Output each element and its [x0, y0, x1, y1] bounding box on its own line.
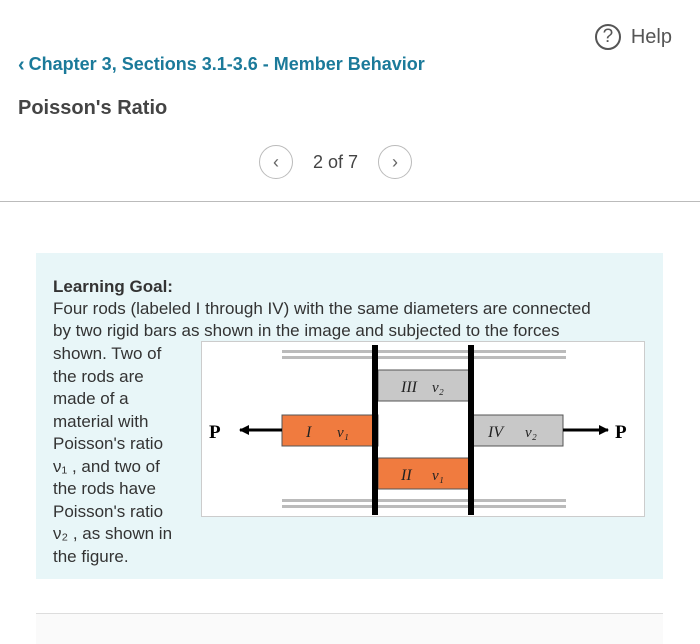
help-label[interactable]: Help: [630, 25, 672, 48]
bottom-rail: [282, 499, 566, 502]
next-part-card: [36, 613, 663, 644]
rod-IV: [471, 415, 563, 446]
help-circle-icon[interactable]: ?: [595, 24, 621, 50]
bottom-rail: [282, 505, 566, 508]
goal-line-1: Four rods (labeled I through IV) with the same diameters are connected: [53, 299, 591, 318]
rod-III: [378, 370, 469, 401]
force-label-right: P: [615, 422, 627, 443]
side-line: the rods have: [53, 479, 157, 498]
goal-side-text: [53, 343, 203, 568]
breadcrumb-text[interactable]: Chapter 3, Sections 3.1-3.6 - Member Behavior: [28, 54, 425, 74]
goal-line-2: by two rigid bars as shown in the image and subjected to the forces: [53, 321, 560, 340]
prev-button[interactable]: ‹: [259, 145, 293, 179]
rod-II-nu: ν₁: [432, 468, 444, 484]
force-label-left: P: [209, 422, 221, 443]
rod-IV-label: IV: [488, 424, 504, 441]
page-title: Poisson's Ratio: [18, 97, 168, 119]
goal-heading: Learning Goal:: [53, 277, 173, 296]
rod-III-nu: ν₂: [432, 380, 444, 396]
side-line: material with: [53, 411, 149, 431]
top-rail: [282, 350, 566, 353]
side-line: the figure.: [53, 546, 129, 566]
side-line: ν₁ , and two of: [53, 456, 160, 476]
side-line: ν₂ , as shown in: [53, 524, 173, 543]
next-button[interactable]: ›: [378, 145, 412, 179]
top-rail: [282, 356, 566, 359]
rod-I-nu: ν₁: [337, 425, 349, 441]
side-line: Poisson's ratio: [53, 501, 164, 521]
chevron-left-icon[interactable]: ‹: [18, 53, 25, 76]
rod-I-label: I: [306, 424, 312, 441]
rigid-bar-left: [372, 345, 378, 515]
side-line: the rods are: [53, 366, 144, 386]
rods-diagram: [202, 342, 644, 516]
rod-II-label: II: [401, 467, 412, 484]
rigid-bar-right: [468, 345, 474, 515]
breadcrumb-link[interactable]: [18, 54, 425, 75]
pager: [259, 145, 412, 179]
help-link[interactable]: [595, 24, 672, 50]
rod-IV-nu: ν₂: [525, 425, 537, 441]
side-line: made of a: [53, 389, 129, 408]
side-line: shown. Two of: [53, 344, 162, 363]
page-status: 2 of 7: [313, 151, 359, 172]
rod-II: [378, 458, 469, 489]
rod-III-label: III: [401, 379, 417, 396]
rods-figure: [201, 341, 645, 517]
rod-I: [282, 415, 378, 446]
header-divider: [0, 201, 700, 202]
side-line: Poisson's ratio: [53, 434, 164, 453]
learning-goal-box: [36, 253, 663, 579]
